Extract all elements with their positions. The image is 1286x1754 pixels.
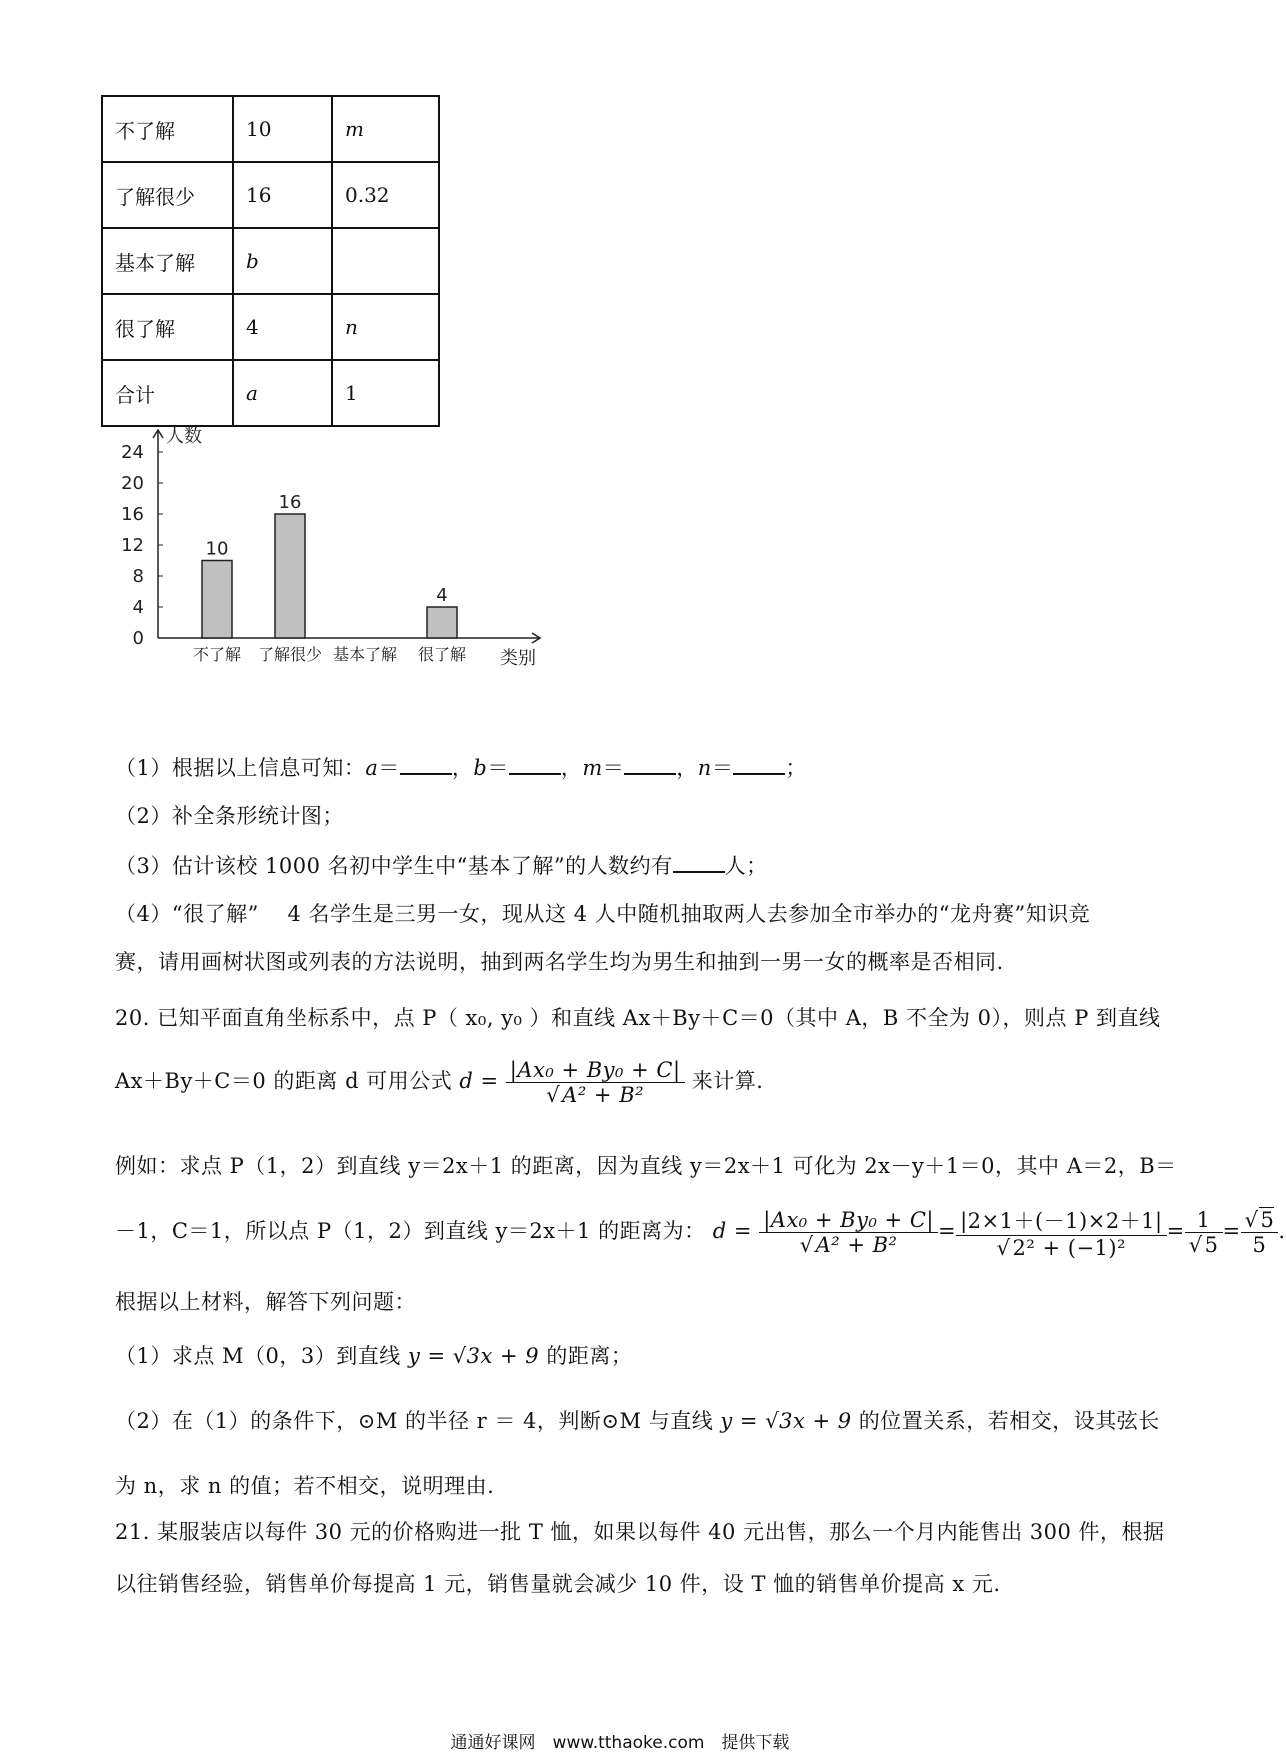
table-cell-count: 4 xyxy=(233,294,332,360)
bar-chart xyxy=(110,420,550,675)
frequency-table xyxy=(101,95,440,427)
x-axis-label: 类别 xyxy=(500,648,536,669)
q20-sub2-line1: （2）在（1）的条件下，⊙M 的半径 r ＝ 4，判断⊙M 与直线 y = √3x + 9 的位置关系，若相交，设其弦长 xyxy=(115,1409,1160,1433)
q19-part4-line1: （4）“很了解” 4 名学生是三男一女，现从这 4 人中随机抽取两人去参加全市举办的“龙舟赛”知识竞 xyxy=(115,902,1091,926)
data-label: 10 xyxy=(205,538,229,560)
y-axis-label: 人数 xyxy=(166,426,202,447)
footer-source: 通通好课网 www.tthaoke.com 提供下载 xyxy=(450,1733,790,1753)
table-cell-freq: 1 xyxy=(332,360,439,426)
q20-sub1: （1）求点 M（0，3）到直线 y = √3x + 9 的距离； xyxy=(115,1344,633,1368)
example-formula-substituted: $\frac{|2\times 1+(-1)\times 2+1|}{\text{√2² + (−1)²}}$ xyxy=(956,1205,1167,1260)
y-tick-label: 0 xyxy=(132,628,144,649)
table-cell-label: 很了解 xyxy=(102,294,233,360)
table-cell-freq: n xyxy=(332,294,439,360)
q19-part4-line2: 赛，请用画树状图或列表的方法说明，抽到两名学生均为男生和抽到一男一女的概率是否相同. xyxy=(115,950,1004,974)
y-tick-label: 8 xyxy=(132,566,144,587)
bar xyxy=(275,514,305,638)
table-row xyxy=(102,360,439,426)
category-label: 不了解 xyxy=(192,645,242,664)
category-label: 基本了解 xyxy=(332,645,398,664)
table-cell-freq: m xyxy=(332,96,439,162)
data-label: 16 xyxy=(278,492,302,513)
category-label: 了解很少 xyxy=(257,645,323,664)
y-tick-label: 12 xyxy=(121,535,144,556)
q21-line1: 21. 某服装店以每件 30 元的价格购进一批 T 恤，如果以每件 40 元出售，那么一个月内能售出 300 件，根据 xyxy=(115,1520,1165,1544)
table-row xyxy=(102,294,439,360)
category-label: 很了解 xyxy=(417,645,467,664)
table-cell-label: 不了解 xyxy=(102,96,233,162)
table-row xyxy=(102,228,439,294)
answer-blank[interactable] xyxy=(624,755,676,775)
example-formula-general: $\frac{\text{|Ax₀ + By₀ + C|}}{\text{√A² + B²}}$ xyxy=(759,1208,938,1257)
table-cell-freq: 0.32 xyxy=(332,162,439,228)
table-cell-freq xyxy=(332,228,439,294)
table-cell-count: a xyxy=(233,360,332,426)
q19-part1: （1）根据以上信息可知：a＝ ，b＝ ，m＝ ，n＝ ； xyxy=(115,756,807,780)
table-cell-label: 基本了解 xyxy=(102,228,233,294)
q20-line2: Ax＋By＋C＝0 的距离 d 可用公式 d = $\frac{\text{|Ax₀ + By₀ + C|}}{\text{√A² + B²}}$ 来计算. xyxy=(115,1058,764,1107)
answer-blank[interactable] xyxy=(733,755,785,775)
table-cell-label: 合计 xyxy=(102,360,233,426)
table-row xyxy=(102,96,439,162)
y-tick-label: 16 xyxy=(121,504,144,525)
table-cell-count: b xyxy=(233,228,332,294)
y-tick-label: 24 xyxy=(121,442,144,463)
q21-line2: 以往销售经验，销售单价每提高 1 元，销售量就会减少 10 件，设 T 恤的销售单价提高 x 元. xyxy=(115,1572,1001,1596)
table-cell-count: 16 xyxy=(233,162,332,228)
example-formula-simplified: $\frac{1}{√5}$ xyxy=(1185,1208,1223,1257)
answer-blank[interactable] xyxy=(509,755,561,775)
bar xyxy=(202,561,232,639)
data-label: 4 xyxy=(436,585,448,606)
table-cell-count: 10 xyxy=(233,96,332,162)
q20-example-line2: －1，C＝1，所以点 P（1，2）到直线 y＝2x＋1 的距离为： d = $\frac{\text{|Ax₀ + By₀ + C|}}{\text{√A² + B²}}$ = $\frac{|2\times 1+(-1)\times 2+1|}{\text{√2² + (−1)²}}$ = $\frac{1}{√5}$ = $\frac{√5}{5}$ . xyxy=(115,1205,1286,1260)
bar xyxy=(427,607,457,638)
answer-blank[interactable] xyxy=(400,755,452,775)
q20-sub2-line2: 为 n，求 n 的值；若不相交，说明理由. xyxy=(115,1474,495,1498)
distance-formula: $\frac{\text{|Ax₀ + By₀ + C|}}{\text{√A² + B²}}$ xyxy=(506,1058,685,1107)
q20-line1: 20. 已知平面直角坐标系中，点 P（ x₀, y₀ ）和直线 Ax＋By＋C＝0（其中 A，B 不全为 0），则点 P 到直线 xyxy=(115,1006,1161,1030)
table-row xyxy=(102,162,439,228)
y-tick-label: 4 xyxy=(132,597,144,618)
y-tick-label: 20 xyxy=(121,473,144,494)
q20-example-line1: 例如：求点 P（1，2）到直线 y＝2x＋1 的距离，因为直线 y＝2x＋1 可化为 2x－y＋1＝0，其中 A＝2，B＝ xyxy=(115,1154,1177,1178)
example-formula-result: $\frac{√5}{5}$ xyxy=(1241,1208,1279,1257)
answer-blank[interactable] xyxy=(673,853,725,873)
q20-intro: 根据以上材料，解答下列问题： xyxy=(115,1290,416,1314)
q19-part3: （3）估计该校 1000 名初中学生中“基本了解”的人数约有 人； xyxy=(115,854,768,878)
table-cell-label: 了解很少 xyxy=(102,162,233,228)
q19-part2: （2）补全条形统计图； xyxy=(115,804,344,828)
